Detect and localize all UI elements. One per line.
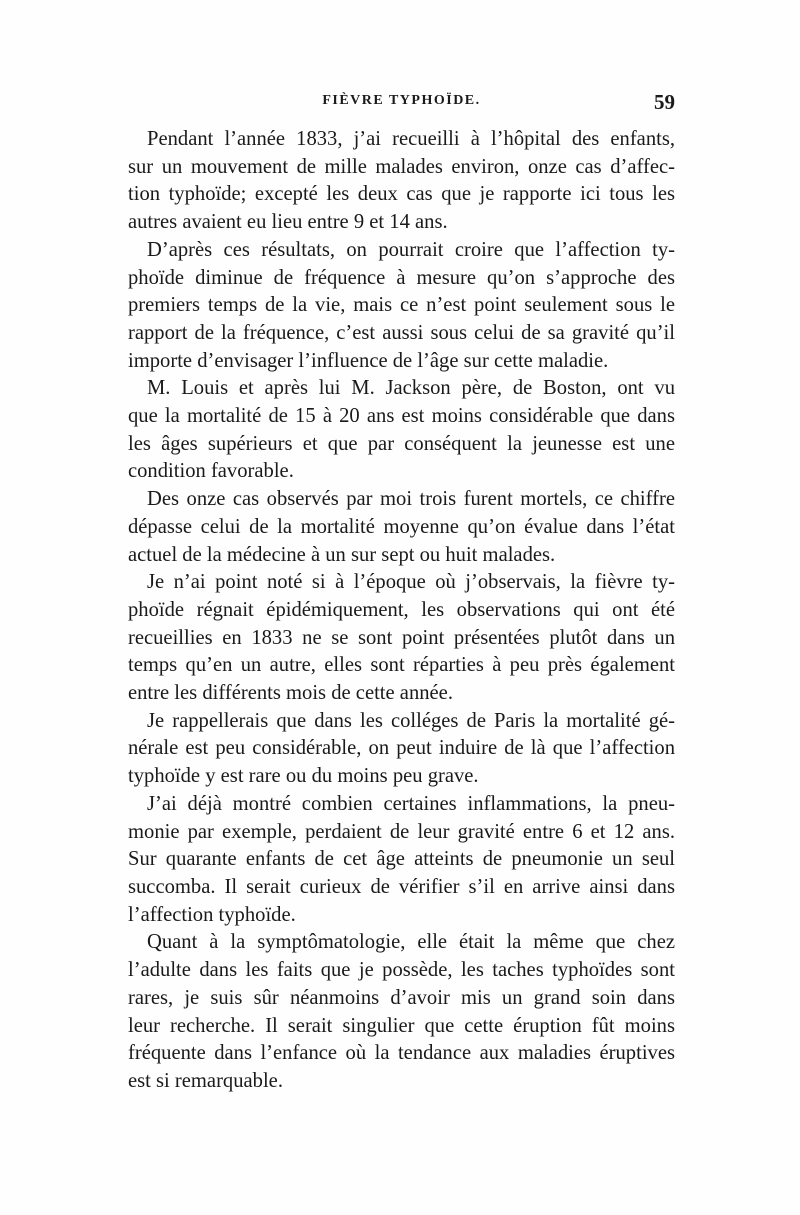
text-line: rares, je suis sûr néanmoins d’avoir mis un grand soin dans	[128, 986, 675, 1009]
text-line: typhoïde y est rare ou du moins peu grave.	[128, 765, 479, 788]
text-line: actuel de la médecine à un sur sept ou huit malades.	[128, 543, 556, 566]
text-line: les âges supérieurs et que par conséquent la jeunesse est une	[128, 432, 675, 455]
paragraph	[128, 708, 675, 791]
text-line: nérale est peu considérable, on peut induire de là que l’affection	[128, 737, 675, 760]
text-line: dépasse celui de la mortalité moyenne qu’on évalue dans l’état	[128, 515, 675, 538]
text-line: Je rappellerais que dans les colléges de Paris la mortalité gé-	[147, 709, 675, 732]
paragraph	[128, 569, 675, 708]
text-line: sur un mouvement de mille malades environ, onze cas d’affec-	[128, 155, 675, 178]
text-line: que la mortalité de 15 à 20 ans est moins considérable que dans	[128, 405, 675, 428]
body-text	[128, 126, 675, 1096]
text-line: Pendant l’année 1833, j’ai recueilli à l’hôpital des enfants,	[147, 128, 675, 150]
text-line: Quant à la symptômatologie, elle était la même que chez	[147, 931, 675, 954]
text-line: rapport de la fréquence, c’est aussi sous celui de sa gravité qu’il	[128, 321, 675, 344]
text-line: leur recherche. Il serait singulier que cette éruption fût moins	[128, 1014, 675, 1037]
text-line: Sur quarante enfants de cet âge atteints de pneumonie un seul	[128, 848, 675, 871]
paragraph	[128, 486, 675, 569]
paragraph	[128, 126, 675, 237]
text-line: l’affection typhoïde.	[128, 903, 296, 926]
text-line: importe d’envisager l’influence de l’âge sur cette maladie.	[128, 349, 609, 372]
text-line: autres avaient eu lieu entre 9 et 14 ans.	[128, 211, 448, 234]
text-line: est si remarquable.	[128, 1069, 283, 1092]
text-line: entre les différents mois de cette année.	[128, 682, 453, 705]
text-line: premiers temps de la vie, mais ce n’est point seulement sous le	[128, 294, 675, 317]
text-line: phoïde diminue de fréquence à mesure qu’on s’approche des	[128, 266, 675, 289]
text-line: monie par exemple, perdaient de leur gravité entre 6 et 12 ans.	[128, 820, 675, 843]
text-line: condition favorable.	[128, 460, 294, 483]
page-number: 59	[654, 90, 675, 114]
text-line: Je n’ai point noté si à l’époque où j’observais, la fièvre ty-	[147, 571, 675, 594]
text-line: fréquente dans l’enfance où la tendance aux maladies éruptives	[128, 1042, 675, 1065]
text-line: Des onze cas observés par moi trois furent mortels, ce chiffre	[147, 488, 675, 511]
paragraph	[128, 791, 675, 930]
paragraph	[128, 237, 675, 376]
paragraph	[128, 929, 675, 1095]
text-line: J’ai déjà montré combien certaines inflammations, la pneu-	[147, 792, 675, 815]
text-line: l’adulte dans les faits que je possède, les taches typhoïdes sont	[128, 959, 675, 982]
running-title: FIÈVRE TYPHOÏDE.	[322, 93, 481, 108]
paragraph	[128, 375, 675, 486]
text-line: succomba. Il serait curieux de vérifier s’il en arrive ainsi dans	[128, 875, 675, 898]
page-header	[128, 90, 675, 117]
text-line: tion typhoïde; excepté les deux cas que je rapporte ici tous les	[128, 183, 675, 206]
text-line: M. Louis et après lui M. Jackson père, de Boston, ont vu	[147, 377, 675, 400]
text-line: phoïde régnait épidémiquement, les observations qui ont été	[128, 598, 675, 621]
text-line: recueillies en 1833 ne se sont point présentées plutôt dans un	[128, 626, 675, 649]
text-line: D’après ces résultats, on pourrait croire que l’affection ty-	[147, 238, 675, 261]
text-line: temps qu’en un autre, elles sont réparties à peu près également	[128, 654, 675, 677]
